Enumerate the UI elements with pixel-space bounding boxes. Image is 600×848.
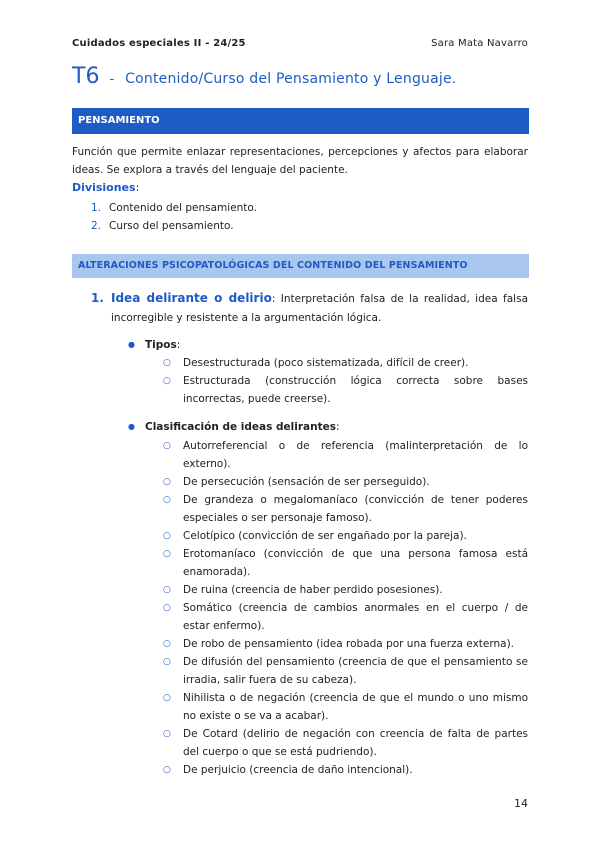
tipos-heading: [128, 336, 528, 354]
bullet-circle-icon: ○: [163, 765, 171, 775]
list-item-text: Erotomaníaco (convicción de que una persona famosa está enamorada).: [183, 548, 528, 578]
divisiones-heading: [72, 180, 139, 196]
bullet-dot-icon: ●: [128, 422, 135, 431]
bullet-circle-icon: ○: [163, 729, 171, 739]
list-item-text: De difusión del pensamiento (creencia de que el pensamiento se irradia, salir fuera de su cabeza).: [183, 656, 528, 686]
list-marker: 1.: [91, 291, 104, 305]
list-item-text: De grandeza o megalomaníaco (convicción de tener poderes especiales o ser personaje famoso).: [183, 494, 528, 524]
list-item: [163, 653, 528, 689]
tipos-list: [163, 354, 528, 408]
list-item-text: De perjuicio (creencia de daño intencional).: [183, 764, 413, 776]
bullet-circle-icon: ○: [163, 531, 171, 541]
list-item-text: Somático (creencia de cambios anormales en el cuerpo / de estar enfermo).: [183, 602, 528, 632]
clasificacion-list: [163, 437, 528, 779]
bullet-circle-icon: ○: [163, 693, 171, 703]
section-banner-pensamiento: PENSAMIENTO: [72, 108, 529, 134]
header-author: Sara Mata Navarro: [431, 38, 528, 49]
list-item: [163, 491, 528, 527]
title-dash: -: [109, 72, 115, 87]
list-item-text: De persecución (sensación de ser perseguido).: [183, 476, 430, 488]
header-course: Cuidados especiales II - 24/25: [72, 38, 246, 49]
divisiones-list: [91, 199, 257, 235]
list-item: [163, 635, 528, 653]
list-item: [163, 354, 528, 372]
list-marker: 2.: [91, 220, 102, 232]
idea-delirante-definition: : Interpretación falsa de la realidad, idea falsa incorregible y resistente a la argumentación lógica.: [111, 293, 528, 324]
bullet-dot-icon: ●: [128, 340, 135, 349]
clasificacion-label: Clasificación de ideas delirantes: [145, 421, 336, 433]
list-item: [163, 581, 528, 599]
divisiones-label: Divisiones: [72, 181, 136, 194]
list-item: [163, 545, 528, 581]
intro-paragraph: Función que permite enlazar representaciones, percepciones y afectos para elaborar ideas. Se explora a través del lenguaje del paciente.: [72, 146, 528, 176]
page-number: 14: [514, 797, 528, 810]
section-banner-alteraciones: ALTERACIONES PSICOPATOLÓGICAS DEL CONTENIDO DEL PENSAMIENTO: [72, 254, 529, 278]
list-item: [163, 599, 528, 635]
list-item: [163, 689, 528, 725]
list-item: [91, 199, 257, 217]
tipos-label: Tipos: [145, 339, 177, 351]
idea-delirante-body: [111, 289, 528, 328]
list-item-text: De ruina (creencia de haber perdido posesiones).: [183, 584, 443, 596]
list-marker: 1.: [91, 202, 102, 214]
list-item-text: Celotípico (convicción de ser engañado por la pareja).: [183, 530, 467, 542]
list-item-text: Estructurada (construcción lógica correcta sobre bases incorrectas, puede creerse).: [183, 375, 528, 405]
bullet-circle-icon: ○: [163, 358, 171, 368]
list-item: [163, 372, 528, 408]
title-text: Contenido/Curso del Pensamiento y Lenguaje.: [125, 71, 457, 87]
bullet-circle-icon: ○: [163, 376, 171, 386]
tipos-colon: :: [176, 339, 181, 351]
list-item-text: Nihilista o de negación (creencia de que el mundo o uno mismo no existe o se va a acabar).: [183, 692, 528, 722]
list-item-text: De Cotard (delirio de negación con creencia de falta de partes del cuerpo o que se está pudriendo).: [183, 728, 528, 758]
list-item: [163, 725, 528, 761]
list-item: [163, 527, 528, 545]
idea-delirante-item: [91, 289, 528, 328]
page-title: [72, 64, 456, 94]
list-item-text: De robo de pensamiento (idea robada por una fuerza externa).: [183, 638, 515, 650]
bullet-circle-icon: ○: [163, 477, 171, 487]
list-item: [91, 217, 257, 235]
list-item: [163, 437, 528, 473]
list-item-text: Curso del pensamiento.: [109, 220, 234, 232]
bullet-circle-icon: ○: [163, 657, 171, 667]
idea-delirante-term: Idea delirante o delirio: [111, 291, 272, 305]
list-item-text: Desestructurada (poco sistematizada, difícil de creer).: [183, 357, 469, 369]
divisiones-colon: :: [135, 181, 140, 194]
list-item-text: Contenido del pensamiento.: [109, 202, 258, 214]
bullet-circle-icon: ○: [163, 495, 171, 505]
bullet-circle-icon: ○: [163, 639, 171, 649]
list-item: [163, 761, 528, 779]
list-item-text: Autorreferencial o de referencia (malinterpretación de lo externo).: [183, 440, 528, 470]
title-code: T6: [72, 64, 100, 89]
bullet-circle-icon: ○: [163, 585, 171, 595]
bullet-circle-icon: ○: [163, 603, 171, 613]
list-item: [163, 473, 528, 491]
bullet-circle-icon: ○: [163, 441, 171, 451]
clasificacion-colon: :: [335, 421, 340, 433]
bullet-circle-icon: ○: [163, 549, 171, 559]
clasificacion-heading: [128, 418, 528, 436]
